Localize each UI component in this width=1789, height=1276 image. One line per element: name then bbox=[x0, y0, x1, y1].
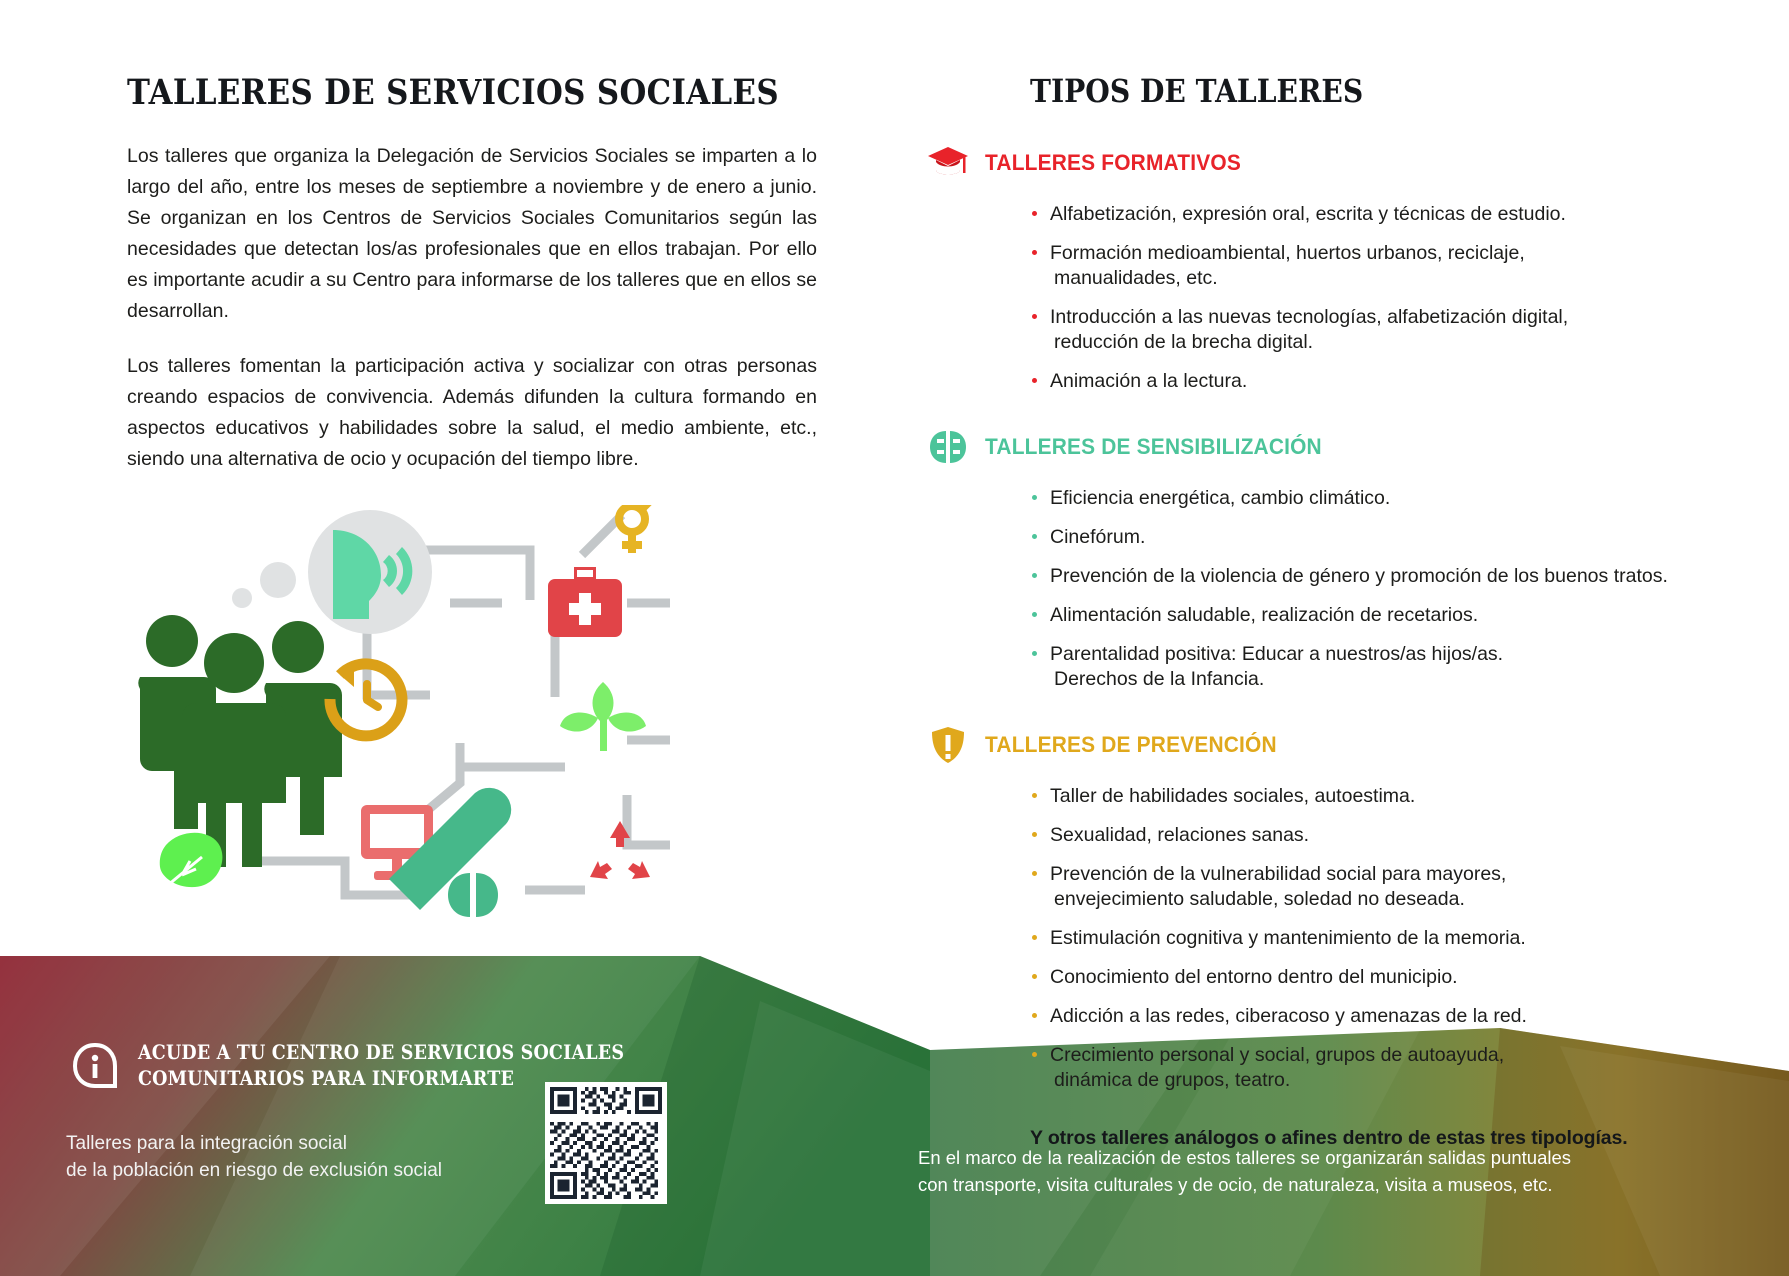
bullet-dot bbox=[1032, 1052, 1037, 1057]
footer-right-note bbox=[918, 1144, 1678, 1198]
footer-right-line-1: En el marco de la realización de estos talleres se organizarán salidas puntuales bbox=[918, 1147, 1572, 1168]
items-sensibilizacion bbox=[1030, 486, 1690, 692]
group-formativos bbox=[985, 140, 1690, 394]
recycle-icon bbox=[590, 821, 650, 879]
thought-bubble-small bbox=[232, 588, 252, 608]
item-line-2: manualidades, etc. bbox=[1054, 267, 1218, 289]
cta-line-1: ACUDE A TU CENTRO DE SERVICIOS SOCIALES bbox=[138, 1041, 625, 1064]
bullet-dot bbox=[1032, 974, 1037, 979]
items-prevencion bbox=[1030, 784, 1690, 1093]
bullet-dot bbox=[1032, 250, 1037, 255]
leaf-icon bbox=[160, 833, 223, 887]
group-prevencion bbox=[985, 722, 1690, 1093]
bullet-dot bbox=[1032, 651, 1037, 656]
closing-note: Y otros talleres análogos o afines dentro de estas tres tipologías. bbox=[1030, 1127, 1628, 1149]
bullet-dot bbox=[1032, 534, 1037, 539]
item-line-2: reducción de la brecha digital. bbox=[1054, 331, 1314, 353]
item-line-1: Crecimiento personal y social, grupos de autoayuda, bbox=[1050, 1044, 1505, 1066]
item-line-1: Alfabetización, expresión oral, escrita y técnicas de estudio. bbox=[1050, 203, 1566, 225]
cta-line-2: COMUNITARIOS PARA INFORMARTE bbox=[138, 1067, 515, 1090]
bullet-dot bbox=[1032, 573, 1037, 578]
group-title-sensibilizacion: TALLERES DE SENSIBILIZACIÓN bbox=[985, 434, 1322, 459]
item-line-1: Estimulación cognitiva y mantenimiento de la memoria. bbox=[1050, 927, 1526, 949]
item-line-1: Cinefórum. bbox=[1050, 526, 1146, 548]
footer-sub-line-1: Talleres para la integración social bbox=[66, 1133, 347, 1154]
bullet-dot bbox=[1032, 871, 1037, 876]
brain-icon bbox=[925, 424, 971, 470]
footer-right-line-2: con transporte, visita culturales y de ocio, de naturaleza, visita a museos, etc. bbox=[918, 1174, 1553, 1195]
graduation-cap-icon bbox=[925, 140, 971, 186]
item-line-1: Eficiencia energética, cambio climático. bbox=[1050, 487, 1391, 509]
list-item bbox=[1030, 965, 1690, 990]
list-item bbox=[1030, 202, 1690, 227]
bullet-dot bbox=[1032, 211, 1037, 216]
item-line-1: Prevención de la violencia de género y promoción de los buenos tratos. bbox=[1050, 565, 1668, 587]
list-item bbox=[1030, 784, 1690, 809]
bullet-dot bbox=[1032, 314, 1037, 319]
group-title-prevencion: TALLERES DE PREVENCIÓN bbox=[985, 732, 1277, 757]
group-header bbox=[925, 140, 1690, 186]
intro-paragraph-2: Los talleres fomentan la participación activa y socializar con otras personas creando espacios de convivencia. Además difunden la cultura formando en aspectos educativos y habilidades sobre la salud, el medio ambiente, etc., siendo una alternativa de ocio y ocupación del tiempo libre. bbox=[127, 355, 817, 470]
item-line-1: Sexualidad, relaciones sanas. bbox=[1050, 824, 1310, 846]
intro-paragraph-1: Los talleres que organiza la Delegación de Servicios Sociales se imparten a lo largo del año, entre los meses de septiembre a noviembre y de enero a junio. Se organizan en los Centros de Servicios Sociales Comunitarios según las necesidades que detectan los/as profesionales que en ellos trabajan. Por ello es importante acudir a su Centro para informarse de los talleres que en ellos se desarrollan. bbox=[127, 145, 817, 322]
workshops-illustration bbox=[130, 505, 740, 925]
item-line-1: Taller de habilidades sociales, autoestima. bbox=[1050, 785, 1416, 807]
bullet-dot bbox=[1032, 1013, 1037, 1018]
group-title-formativos: TALLERES FORMATIVOS bbox=[985, 150, 1241, 175]
item-line-2: Derechos de la Infancia. bbox=[1054, 668, 1265, 690]
list-item bbox=[1030, 603, 1690, 628]
left-column bbox=[127, 72, 817, 475]
footer-subtitle bbox=[66, 1130, 526, 1184]
brain-icon bbox=[448, 873, 498, 917]
bullet-dot bbox=[1032, 495, 1037, 500]
thought-bubble-medium bbox=[260, 562, 296, 598]
bullet-dot bbox=[1032, 612, 1037, 617]
group-sensibilizacion bbox=[985, 424, 1690, 692]
list-item bbox=[1030, 862, 1690, 912]
page-title: TALLERES DE SERVICIOS SOCIALES bbox=[127, 72, 779, 113]
group-header bbox=[925, 722, 1690, 768]
info-icon bbox=[72, 1042, 118, 1094]
bullet-dot bbox=[1032, 378, 1037, 383]
item-line-1: Formación medioambiental, huertos urbanos, reciclaje, bbox=[1050, 242, 1525, 264]
shield-alert-icon bbox=[925, 722, 971, 768]
list-item bbox=[1030, 241, 1690, 291]
footer-cta-block bbox=[72, 1040, 625, 1094]
bullet-dot bbox=[1032, 793, 1037, 798]
list-item bbox=[1030, 1043, 1690, 1093]
types-title: TIPOS DE TALLERES bbox=[1030, 72, 1364, 110]
people-group-icon bbox=[138, 615, 342, 867]
list-item bbox=[1030, 525, 1690, 550]
gender-equality-icon bbox=[619, 505, 658, 553]
item-line-1: Prevención de la vulnerabilidad social para mayores, bbox=[1050, 863, 1507, 885]
items-formativos bbox=[1030, 202, 1690, 394]
bullet-dot bbox=[1032, 935, 1037, 940]
item-line-2: envejecimiento saludable, soledad no deseada. bbox=[1054, 888, 1465, 910]
item-line-1: Introducción a las nuevas tecnologías, alfabetización digital, bbox=[1050, 306, 1569, 328]
list-item bbox=[1030, 1004, 1690, 1029]
item-line-1: Alimentación saludable, realización de recetarios. bbox=[1050, 604, 1479, 626]
first-aid-kit-icon bbox=[548, 567, 622, 637]
list-item bbox=[1030, 564, 1690, 589]
list-item bbox=[1030, 926, 1690, 951]
list-item bbox=[1030, 642, 1690, 692]
list-item bbox=[1030, 486, 1690, 511]
list-item bbox=[1030, 369, 1690, 394]
item-line-1: Animación a la lectura. bbox=[1050, 370, 1248, 392]
group-header bbox=[925, 424, 1690, 470]
list-item bbox=[1030, 823, 1690, 848]
item-line-1: Parentalidad positiva: Educar a nuestros/as hijos/as. bbox=[1050, 643, 1504, 665]
right-column bbox=[985, 72, 1690, 1150]
item-line-1: Conocimiento del entorno dentro del municipio. bbox=[1050, 966, 1458, 988]
item-line-2: dinámica de grupos, teatro. bbox=[1054, 1069, 1291, 1091]
list-item bbox=[1030, 305, 1690, 355]
item-line-1: Adicción a las redes, ciberacoso y amenazas de la red. bbox=[1050, 1005, 1527, 1027]
footer-sub-line-2: de la población en riesgo de exclusión social bbox=[66, 1160, 443, 1181]
bullet-dot bbox=[1032, 832, 1037, 837]
qr-code[interactable] bbox=[545, 1082, 667, 1204]
